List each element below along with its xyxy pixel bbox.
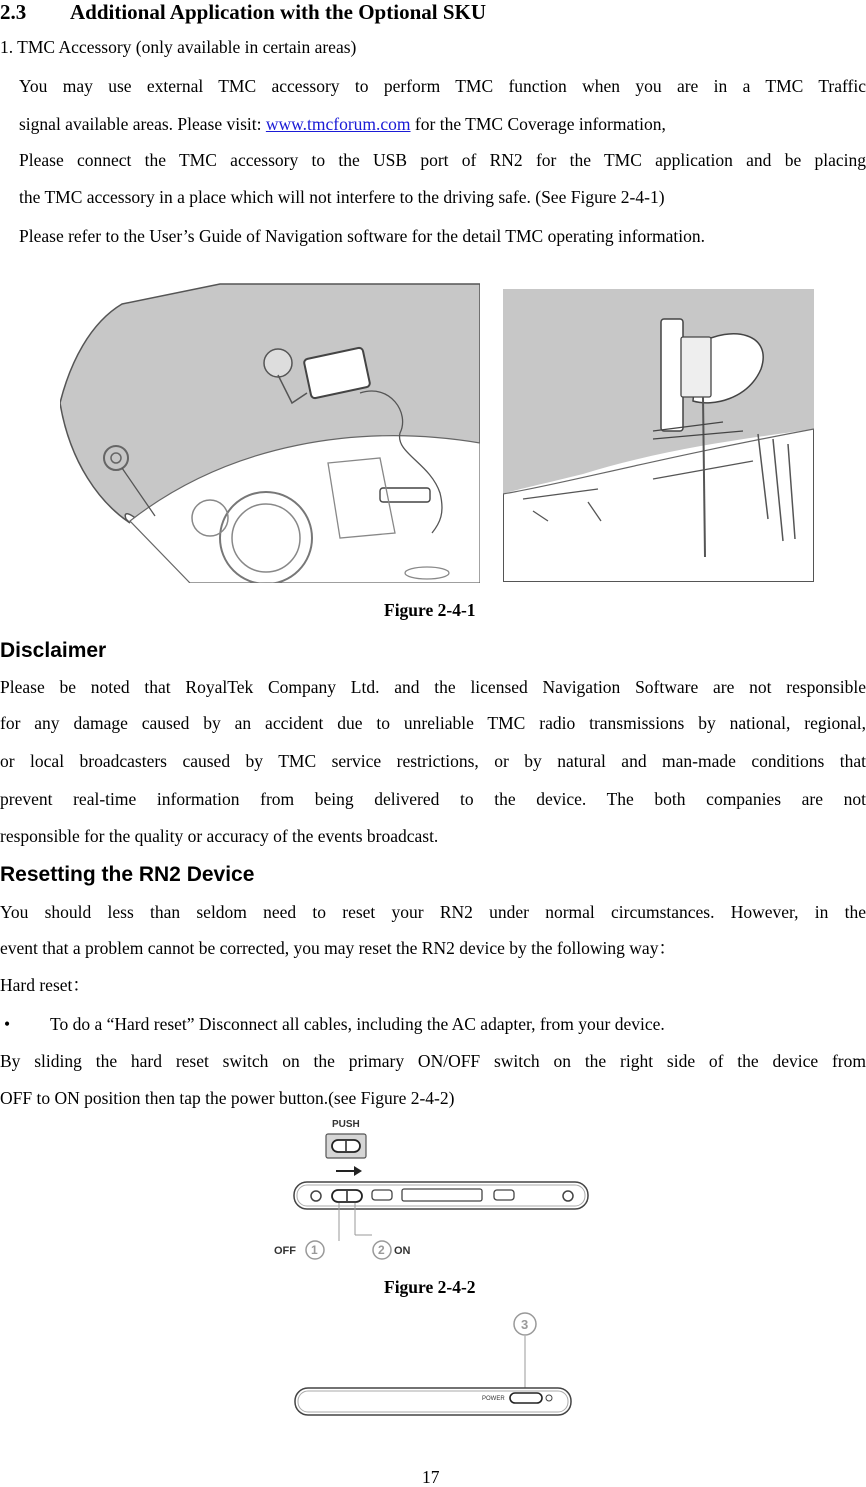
off-label: OFF [274,1245,296,1257]
reset-line-3: By sliding the hard reset switch on the primary ON/OFF switch on the right side of the device from [0,1051,866,1071]
disclaimer-line-5: responsible for the quality or accuracy of the events broadcast. [0,826,439,846]
step-3-marker: 3 [521,1317,529,1332]
figure-2-4-2-power-diagram [292,1310,574,1422]
power-label: POWER [482,1396,505,1402]
step-1-marker: 1 [311,1243,318,1257]
tmc-line-5: Please refer to the User’s Guide of Navigation software for the detail TMC operating information. [19,226,706,246]
disclaimer-line-3: or local broadcasters caused by TMC service restrictions, or by natural and man-made conditions that [0,751,866,771]
push-label: PUSH [332,1119,360,1130]
tmc-forum-link[interactable]: www.tmcforum.com [265,114,411,134]
reset-bullet-symbol: • [4,1014,11,1034]
figure-2-4-1-caption: Figure 2-4-1 [384,600,476,620]
reset-bullet-text: To do a “Hard reset” Disconnect all cables, including the AC adapter, from your device. [50,1014,665,1034]
figure-2-4-2-switch-diagram [272,1113,592,1265]
reset-line-4: OFF to ON position then tap the power button.(see Figure 2-4-2) [0,1088,455,1108]
section-title: Additional Application with the Optional SKU [70,0,487,24]
reset-heading: Resetting the RN2 Device [0,863,255,886]
tmc-line-2-before: signal available areas. Please visit: [19,114,266,134]
step-2-marker: 2 [378,1243,385,1257]
tmc-line-1: You may use external TMC accessory to perform TMC function when you are in a TMC Traffic [19,76,866,96]
reset-line-2: event that a problem cannot be corrected, you may reset the RN2 device by the following way： [0,938,676,958]
section-number: 2.3 [0,0,27,24]
disclaimer-line-4: prevent real-time information from being delivered to the device. The both companies are not [0,789,866,809]
section-heading [0,0,486,25]
tmc-line-3: Please connect the TMC accessory to the USB port of RN2 for the TMC application and be placing [19,150,866,170]
disclaimer-line-1: Please be noted that RoyalTek Company Ltd. and the licensed Navigation Software are not responsible [0,677,866,697]
hard-reset-label: Hard reset： [0,975,90,995]
tmc-item-title: 1. TMC Accessory (only available in certain areas) [0,37,357,57]
on-label: ON [394,1245,411,1257]
figure-2-4-1-car-illustration [60,283,480,583]
tmc-line-4: the TMC accessory in a place which will not interfere to the driving safe. (See Figure 2-4-1) [19,187,665,207]
tmc-line-2-after: for the TMC Coverage information, [410,114,666,134]
page-number: 17 [422,1467,440,1487]
reset-line-1: You should less than seldom need to reset your RN2 under normal circumstances. However, in the [0,902,866,922]
figure-2-4-2-caption: Figure 2-4-2 [384,1277,476,1297]
disclaimer-line-2: for any damage caused by an accident due to unreliable TMC radio transmissions by national, regional, [0,713,866,733]
tmc-line-2 [19,114,666,134]
figure-2-4-1-tmc-closeup [503,289,814,582]
arrow-right-icon [336,1166,362,1176]
disclaimer-heading: Disclaimer [0,639,107,662]
